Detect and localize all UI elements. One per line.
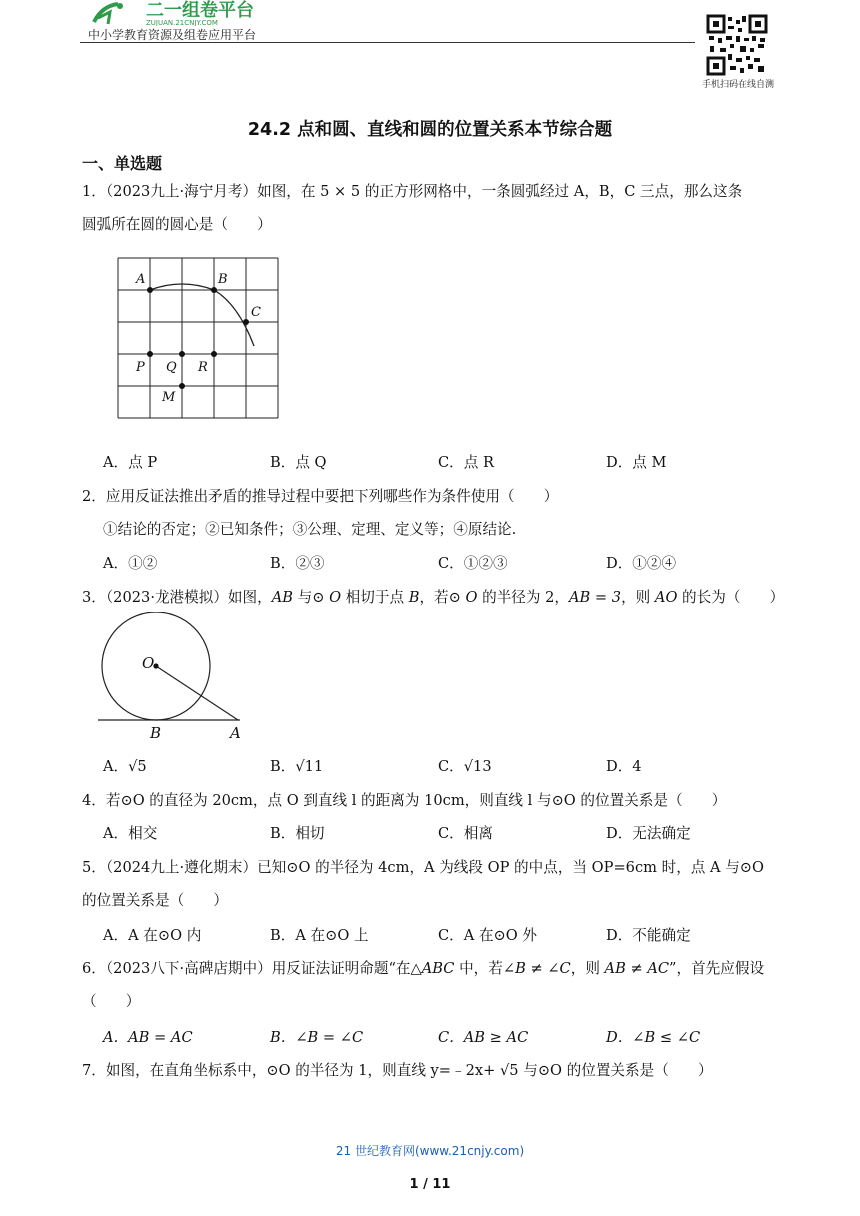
label-p: P (136, 360, 145, 375)
q4-option-a[interactable]: A．相交 (103, 825, 158, 842)
question-5-line-2: 的位置关系是（ ） (82, 892, 228, 909)
logo-text: 二一组卷平台 (146, 0, 254, 21)
question-6-line-2: （ ） (82, 993, 141, 1010)
label-o: O (142, 654, 155, 672)
q5-option-a[interactable]: A．A 在⊙O 内 (103, 927, 202, 944)
page-title: 24.2 点和圆、直线和圆的位置关系本节综合题 (247, 120, 613, 140)
label-b: B (150, 724, 162, 742)
site-logo (88, 0, 278, 26)
q2-option-c[interactable]: C．①②③ (438, 555, 508, 572)
q3-option-c[interactable]: C．√13 (438, 758, 492, 775)
qr-caption: 手机扫码在线自测 (701, 80, 774, 90)
q3-prefix: 3．（2023·龙港模拟）如图， (82, 589, 272, 606)
q3-option-b[interactable]: B．√11 (270, 758, 324, 775)
question-3-circle-figure (98, 612, 248, 742)
question-6-line-1: 6．（2023八下·高碑店期中）用反证法证明命题“在△ABC 中，若∠B ≠ ∠C，则 AB ≠ AC”，首先应假设 (82, 960, 765, 977)
page-number: 1 / 11 (409, 1177, 451, 1192)
q2-option-d[interactable]: D．①②④ (606, 555, 677, 572)
question-1-line-2: 圆弧所在圆的圆心是（ ） (82, 216, 272, 233)
question-3-line-1: 3．（2023·龙港模拟）如图，AB 与⊙ O 相切于点 B，若⊙ O 的半径为 2，AB = 3，则 AO 的长为（ ） (82, 589, 785, 606)
q4-option-d[interactable]: D．无法确定 (606, 825, 691, 842)
footer-link[interactable]: 21 世纪教育网(www.21cnjy.com) (335, 1144, 525, 1158)
question-1-line-1: 1．（2023九上·海宁月考）如图，在 5 × 5 的正方形网格中，一条圆弧经过 A，B，C 三点，那么这条 (82, 183, 743, 200)
question-1-grid-figure (116, 256, 282, 422)
q2-option-b[interactable]: B．②③ (270, 555, 325, 572)
section-heading: 一、单选题 (82, 154, 163, 173)
header-subtitle: 中小学教育资源及组卷应用平台 (88, 28, 257, 42)
logo-url: ZUJUAN.21CNJY.COM (146, 19, 218, 26)
q5-option-c[interactable]: C．A 在⊙O 外 (438, 927, 537, 944)
q2-option-a[interactable]: A．①② (103, 555, 158, 572)
question-2-line-1: 2．应用反证法推出矛盾的推导过程中要把下列哪些作为条件使用（ ） (82, 488, 559, 505)
question-5-line-1: 5．（2024九上·遵化期末）已知⊙O 的半径为 4cm，A 为线段 OP 的中点，当 OP=6cm 时，点 A 与⊙O (82, 859, 764, 876)
q6-option-c[interactable]: C．AB ≥ AC (438, 1029, 529, 1046)
label-r: R (198, 360, 208, 375)
q3-option-a[interactable]: A．√5 (103, 758, 147, 775)
q5-option-d[interactable]: D．不能确定 (606, 927, 691, 944)
q1-option-d[interactable]: D．点 M (606, 454, 667, 471)
qr-code-icon[interactable] (706, 14, 768, 76)
q1-option-c[interactable]: C．点 R (438, 454, 494, 471)
q1-option-a[interactable]: A．点 P (103, 454, 158, 471)
q4-option-b[interactable]: B．相切 (270, 825, 325, 842)
label-q: Q (166, 360, 177, 375)
q6-option-a[interactable]: A．AB = AC (103, 1029, 193, 1046)
label-a: A (230, 724, 241, 742)
q3-option-d[interactable]: D．4 (606, 758, 642, 775)
question-7-line-1: 7．如图，在直角坐标系中，⊙O 的半径为 1，则直线 y=﹣2x+ √5 与⊙O 的位置关系是（ ） (82, 1062, 713, 1079)
q1-option-b[interactable]: B．点 Q (270, 454, 327, 471)
header-divider (80, 42, 695, 43)
q4-option-c[interactable]: C．相离 (438, 825, 493, 842)
label-m: M (162, 390, 176, 405)
q6-option-d[interactable]: D．∠B ≤ ∠C (606, 1029, 701, 1046)
q5-option-b[interactable]: B．A 在⊙O 上 (270, 927, 369, 944)
label-c: C (251, 305, 261, 320)
q6-option-b[interactable]: B．∠B = ∠C (270, 1029, 364, 1046)
question-2-conditions: ①结论的否定；②已知条件；③公理、定理、定义等；④原结论. (103, 521, 517, 538)
question-4-line-1: 4．若⊙O 的直径为 20cm，点 O 到直线 l 的距离为 10cm，则直线 l 与⊙O 的位置关系是（ ） (82, 792, 727, 809)
label-b: B (218, 272, 228, 287)
label-a: A (136, 272, 146, 287)
